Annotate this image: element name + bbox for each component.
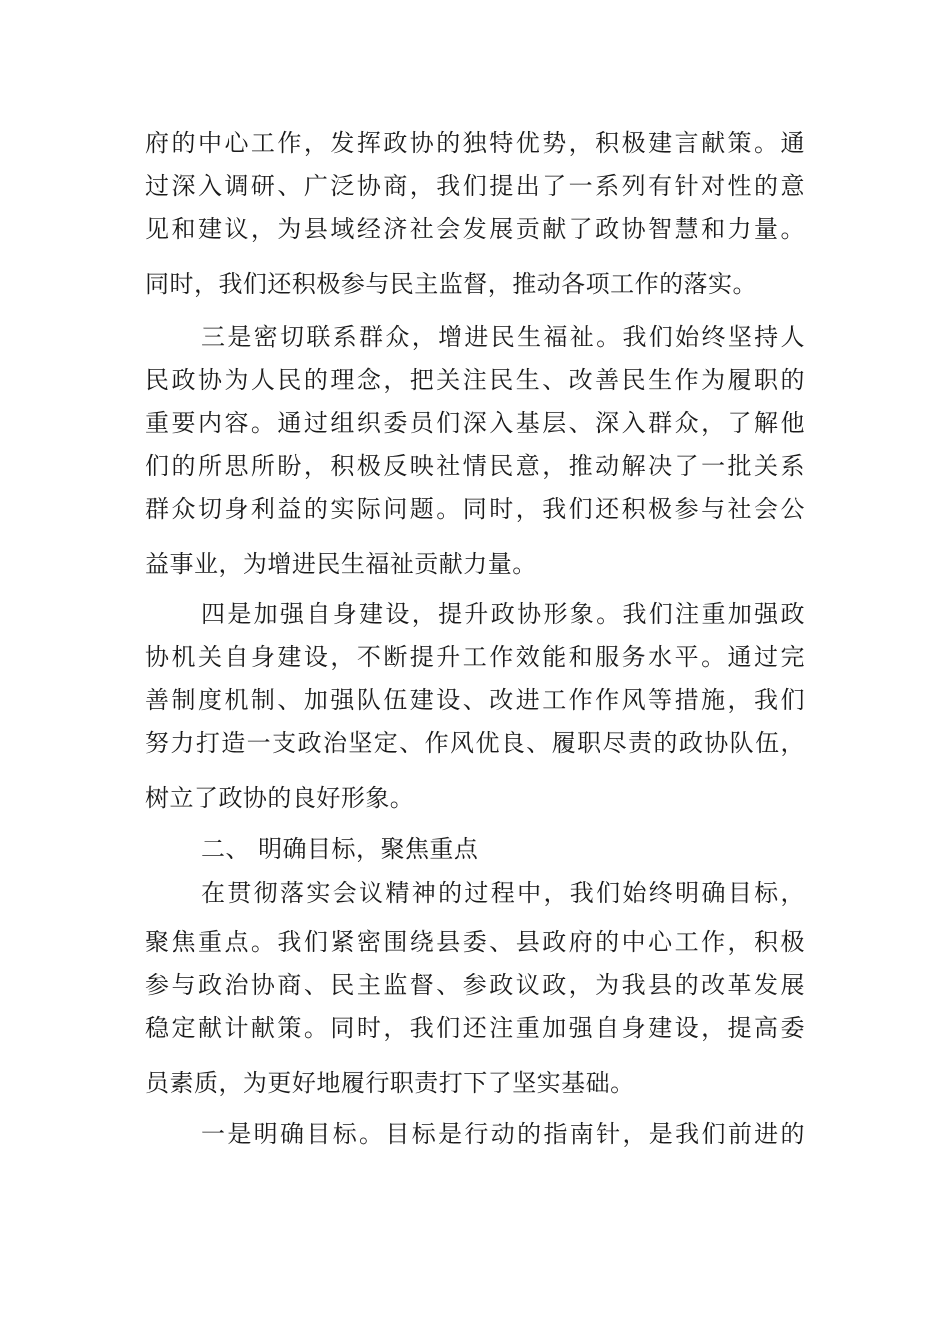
text-line: 聚焦重点。我们紧密围绕县委、县政府的中心工作，积极 [145,928,805,956]
text-line: 稳定献计献策。同时，我们还注重加强自身建设，提高委 [145,1014,805,1042]
text-line: 协机关自身建设，不断提升工作效能和服务水平。通过完 [145,643,805,671]
text-line: 员素质，为更好地履行职责打下了坚实基础。 [145,1069,635,1097]
text-line: 参与政治协商、民主监督、参政议政，为我县的改革发展 [145,971,805,999]
text-line: 树立了政协的良好形象。 [145,784,415,812]
text-line: 民政协为人民的理念，把关注民生、改善民生作为履职的 [145,366,805,394]
text-line: 群众切身利益的实际问题。同时，我们还积极参与社会公 [145,495,805,523]
text-line: 见和建议，为县域经济社会发展贡献了政协智慧和力量。 [145,215,805,243]
text-line: 努力打造一支政治坚定、作风优良、履职尽责的政协队伍， [145,729,805,757]
text-line: 府的中心工作，发挥政协的独特优势，积极建言献策。通 [145,129,805,157]
paragraph-first-line: 三是密切联系群众，增进民生福祉。我们始终坚持人 [201,323,805,351]
paragraph-first-line: 一是明确目标。目标是行动的指南针，是我们前进的 [201,1120,805,1148]
section-heading: 二、 明确目标，聚焦重点 [201,835,479,863]
paragraph-first-line: 在贯彻落实会议精神的过程中，我们始终明确目标， [201,879,805,907]
text-line: 们的所思所盼，积极反映社情民意，推动解决了一批关系 [145,452,805,480]
paragraph-first-line: 四是加强自身建设，提升政协形象。我们注重加强政 [201,600,805,628]
text-line: 过深入调研、广泛协商，我们提出了一系列有针对性的意 [145,172,805,200]
text-line: 善制度机制、加强队伍建设、改进工作作风等措施，我们 [145,686,805,714]
text-line: 益事业，为增进民生福祉贡献力量。 [145,550,537,578]
text-line: 同时，我们还积极参与民主监督，推动各项工作的落实。 [145,270,757,298]
text-line: 重要内容。通过组织委员们深入基层、深入群众，了解他 [145,409,805,437]
